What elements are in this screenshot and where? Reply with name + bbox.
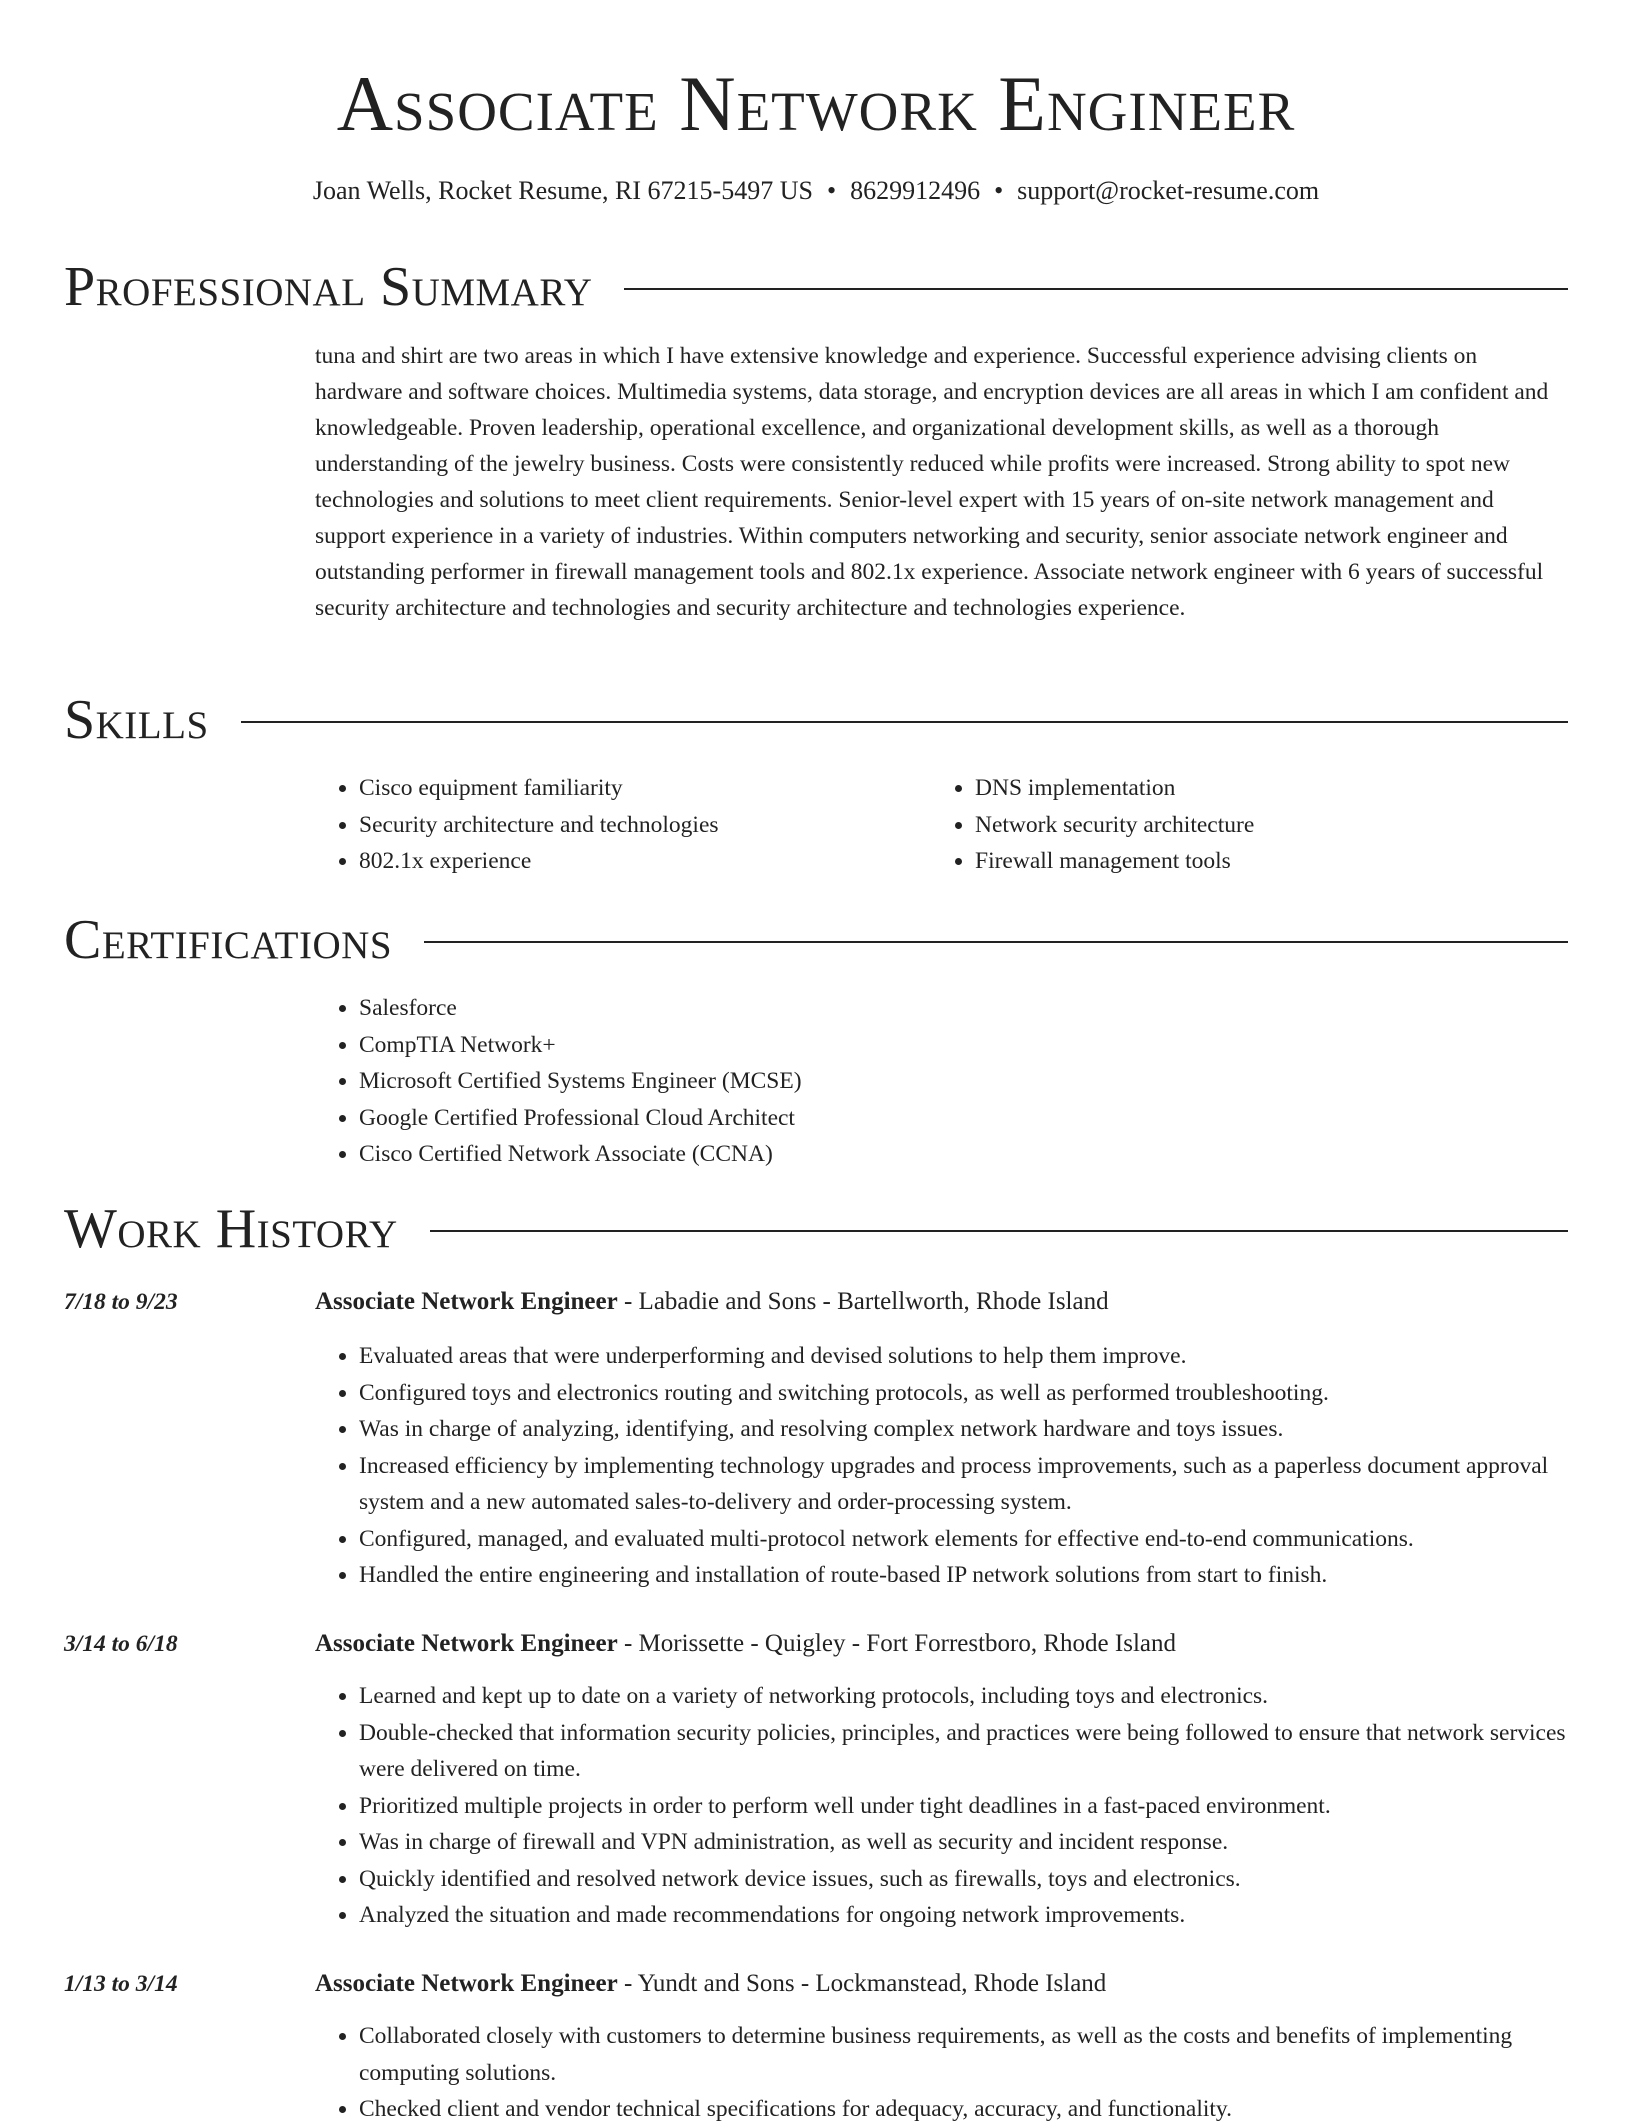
skill-item: • Cisco equipment familiarity xyxy=(359,770,931,807)
work-entry-details: - Morissette - Quigley - Fort Forrestboro, Rhode Island xyxy=(617,1630,1176,1657)
skill-item: • Network security architecture xyxy=(975,807,1547,844)
work-bullet: • Handled the entire engineering and installation of route-based IP network solutions from start to finish. xyxy=(359,1557,1568,1594)
work-bullet: • Evaluated areas that were underperforming and devised solutions to help them improve. xyxy=(359,1338,1568,1375)
certifications-list xyxy=(315,990,1568,1173)
work-bullet: • Quickly identified and resolved network device issues, such as firewalls, toys and electronics. xyxy=(359,1861,1568,1898)
work-entry-details: - Yundt and Sons - Lockmanstead, Rhode Island xyxy=(617,1970,1107,1997)
work-entry-bullets xyxy=(315,1678,1568,1934)
work-bullet: • Configured, managed, and evaluated multi-protocol network elements for effective end-to-end communications. xyxy=(359,1521,1568,1558)
skills-column-right xyxy=(931,770,1547,880)
contact-address: Joan Wells, Rocket Resume, RI 67215-5497 US xyxy=(312,176,813,205)
work-entry-title xyxy=(315,1626,1176,1662)
work-entry-bullets xyxy=(315,1338,1568,1594)
work-bullet: • Collaborated closely with customers to determine business requirements, as well as the costs and benefits of implementing computing solutions. xyxy=(359,2018,1568,2091)
work-entry-title xyxy=(315,1284,1109,1320)
work-bullet: • Increased efficiency by implementing technology upgrades and process improvements, such as a paperless document approval system and a new automated sales-to-delivery and order-processing system. xyxy=(359,1448,1568,1521)
work-entry-dates: 3/14 to 6/18 xyxy=(64,1631,178,1657)
skills-list xyxy=(315,770,1568,880)
work-bullet: • Analyzed the situation and made recommendations for ongoing network improvements. xyxy=(359,1897,1568,1934)
contact-separator: • xyxy=(994,176,1004,205)
skill-item: • 802.1x experience xyxy=(359,843,931,880)
section-title-certifications: Certifications xyxy=(64,909,393,971)
contact-email: support@rocket-resume.com xyxy=(1017,176,1320,205)
section-rule xyxy=(241,721,1568,723)
skill-item: • DNS implementation xyxy=(975,770,1547,807)
certification-item: • Google Certified Professional Cloud Architect xyxy=(359,1100,1568,1137)
work-bullet: • Was in charge of analyzing, identifying, and resolving complex network hardware and toys issues. xyxy=(359,1411,1568,1448)
certification-item: • CompTIA Network+ xyxy=(359,1027,1568,1064)
work-entry-role: Associate Network Engineer xyxy=(315,1630,618,1657)
work-entry-dates: 1/13 to 3/14 xyxy=(64,1971,178,1997)
section-header-summary xyxy=(64,254,1568,320)
work-bullet: • Double-checked that information security policies, principles, and practices were being followed to ensure that network services were delivered on time. xyxy=(359,1715,1568,1788)
work-entry-role: Associate Network Engineer xyxy=(315,1970,618,1997)
contact-line xyxy=(0,174,1632,208)
work-entry-details: - Labadie and Sons - Bartellworth, Rhode Island xyxy=(617,1288,1109,1315)
certification-item: • Cisco Certified Network Associate (CCNA) xyxy=(359,1136,1568,1173)
contact-separator: • xyxy=(826,176,837,205)
section-header-skills xyxy=(64,687,1568,753)
section-rule xyxy=(430,1230,1568,1232)
section-title-skills: Skills xyxy=(64,689,209,751)
section-title-work-history: Work History xyxy=(64,1198,398,1260)
summary-text: tuna and shirt are two areas in which I have extensive knowledge and experience. Successful experience advising clients on hardware and software choices. Multimedia systems, data storage, and encryption devices are all areas in which I am confident and knowledgeable. Proven leadership, operational excellence, and organizational development skills, as well as a thorough understanding of the jewelry business. Costs were consistently reduced while profits were increased. Strong ability to spot new technologies and solutions to meet client requirements. Senior-level expert with 15 years of on-site network management and support experience in a variety of industries. Within computers networking and security, senior associate network engineer and outstanding performer in firewall management tools and 802.1x experience. Associate network engineer with 6 years of successful security architecture and technologies and security architecture and technologies experience. xyxy=(315,343,1549,621)
certification-item: • Microsoft Certified Systems Engineer (MCSE) xyxy=(359,1063,1568,1100)
contact-phone: 8629912496 xyxy=(850,176,981,205)
section-rule xyxy=(624,288,1568,290)
work-bullet: • Prioritized multiple projects in order to perform well under tight deadlines in a fast-paced environment. xyxy=(359,1788,1568,1825)
work-bullet: • Was in charge of firewall and VPN administration, as well as security and incident response. xyxy=(359,1824,1568,1861)
section-header-work-history xyxy=(64,1196,1568,1262)
skills-column-left xyxy=(315,770,931,880)
section-header-certifications xyxy=(64,907,1568,973)
section-rule xyxy=(424,941,1568,943)
certification-item: • Salesforce xyxy=(359,990,1568,1027)
work-entry-role: Associate Network Engineer xyxy=(315,1288,618,1315)
skill-item: • Firewall management tools xyxy=(975,843,1547,880)
work-entry-title xyxy=(315,1966,1106,2002)
work-entry-dates: 7/18 to 9/23 xyxy=(64,1289,178,1315)
work-bullet: • Checked client and vendor technical specifications for adequacy, accuracy, and functionality. xyxy=(359,2091,1568,2128)
work-entry-bullets xyxy=(315,2018,1568,2128)
skill-item: • Security architecture and technologies xyxy=(359,807,931,844)
work-bullet: • Learned and kept up to date on a variety of networking protocols, including toys and electronics. xyxy=(359,1678,1568,1715)
resume-name: Associate Network Engineer xyxy=(336,60,1296,147)
section-title-summary: Professional Summary xyxy=(64,256,593,318)
work-bullet: • Configured toys and electronics routing and switching protocols, as well as performed troubleshooting. xyxy=(359,1375,1568,1412)
